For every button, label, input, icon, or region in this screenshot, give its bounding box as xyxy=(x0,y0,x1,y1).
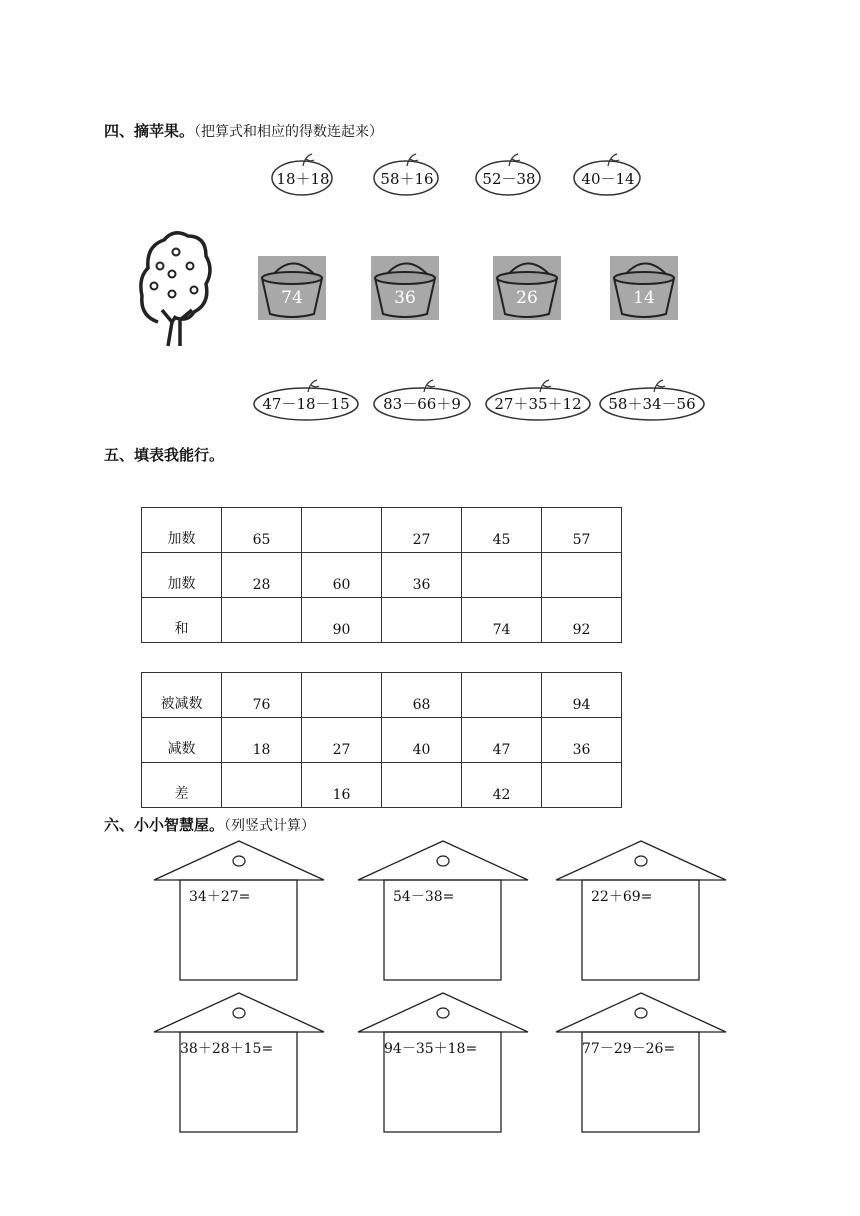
tree xyxy=(136,226,214,350)
table-cell: 45 xyxy=(462,508,542,553)
bucket-3 xyxy=(493,256,561,320)
table-cell: 27 xyxy=(302,718,382,763)
table-cell: 差 xyxy=(142,763,222,808)
house-2[interactable] xyxy=(357,840,529,982)
table-cell: 减数 xyxy=(142,718,222,763)
apple-bottom-3 xyxy=(484,376,592,424)
table-row xyxy=(142,718,622,763)
house-6[interactable] xyxy=(555,992,727,1134)
apple-expression: 40－14 xyxy=(581,170,635,188)
table-cell[interactable] xyxy=(382,598,462,643)
table-cell[interactable] xyxy=(382,763,462,808)
table-cell: 28 xyxy=(222,553,302,598)
section6-title-text: 六、小小智慧屋。 xyxy=(104,816,225,834)
table-cell: 68 xyxy=(382,673,462,718)
table-row xyxy=(142,598,622,643)
house-expression: 54－38= xyxy=(393,889,455,905)
tree-icon xyxy=(136,226,214,350)
house-1[interactable] xyxy=(153,840,325,982)
table-cell[interactable] xyxy=(222,598,302,643)
bucket-4 xyxy=(610,256,678,320)
bucket-1 xyxy=(258,256,326,320)
subtraction-table xyxy=(141,672,622,808)
table-cell: 27 xyxy=(382,508,462,553)
house-expression: 38＋28＋15= xyxy=(180,1041,274,1057)
table-cell: 被减数 xyxy=(142,673,222,718)
apple-expression: 58＋16 xyxy=(380,170,434,188)
table-cell: 57 xyxy=(542,508,622,553)
table-cell: 36 xyxy=(542,718,622,763)
bucket-number: 36 xyxy=(394,288,416,308)
table-cell: 加数 xyxy=(142,553,222,598)
section4-note: （把算式和相应的得数连起来） xyxy=(194,124,384,140)
table-cell: 90 xyxy=(302,598,382,643)
table-cell: 36 xyxy=(382,553,462,598)
section4-title-text: 四、摘苹果。 xyxy=(104,122,195,140)
apple-expression: 52－38 xyxy=(482,170,536,188)
section6-note: （列竖式计算） xyxy=(224,818,316,834)
table-cell: 60 xyxy=(302,553,382,598)
apple-expression: 27＋35＋12 xyxy=(494,395,582,413)
house-icon xyxy=(357,840,529,982)
table-cell[interactable] xyxy=(542,553,622,598)
table-row xyxy=(142,553,622,598)
table-cell[interactable] xyxy=(222,763,302,808)
apple-bottom-2 xyxy=(372,376,472,424)
section6-title xyxy=(104,814,315,835)
table-cell[interactable] xyxy=(302,508,382,553)
apple-top-4 xyxy=(572,150,644,198)
table-cell: 94 xyxy=(542,673,622,718)
section4-title xyxy=(104,120,383,141)
table-cell[interactable] xyxy=(542,763,622,808)
house-icon xyxy=(357,992,529,1134)
house-4[interactable] xyxy=(153,992,325,1134)
apple-expression: 18＋18 xyxy=(276,170,330,188)
table-cell: 65 xyxy=(222,508,302,553)
addition-table xyxy=(141,507,622,643)
apple-top-1 xyxy=(270,150,336,198)
bucket-2 xyxy=(371,256,439,320)
apple-top-2 xyxy=(372,150,442,198)
house-expression: 94－35＋18= xyxy=(384,1041,478,1057)
apple-expression: 58＋34－56 xyxy=(608,395,696,413)
table-cell: 18 xyxy=(222,718,302,763)
section5-title: 五、填表我能行。 xyxy=(104,446,225,464)
table-cell: 74 xyxy=(462,598,542,643)
house-expression: 77－29－26= xyxy=(582,1041,676,1057)
bucket-number: 74 xyxy=(281,288,303,308)
house-5[interactable] xyxy=(357,992,529,1134)
house-icon xyxy=(153,992,325,1134)
apple-expression: 47－18－15 xyxy=(262,395,350,413)
table-cell: 42 xyxy=(462,763,542,808)
house-icon xyxy=(555,840,727,982)
house-expression: 22＋69= xyxy=(591,889,653,905)
table-cell: 47 xyxy=(462,718,542,763)
house-3[interactable] xyxy=(555,840,727,982)
table-row xyxy=(142,508,622,553)
table-cell[interactable] xyxy=(462,553,542,598)
table-cell: 16 xyxy=(302,763,382,808)
table-cell[interactable] xyxy=(302,673,382,718)
bucket-number: 26 xyxy=(516,288,538,308)
apple-top-3 xyxy=(474,150,544,198)
apple-bottom-1 xyxy=(252,376,360,424)
house-icon xyxy=(555,992,727,1134)
house-icon xyxy=(153,840,325,982)
table-row xyxy=(142,763,622,808)
table-cell: 加数 xyxy=(142,508,222,553)
table-row xyxy=(142,673,622,718)
table-cell: 92 xyxy=(542,598,622,643)
table-cell: 76 xyxy=(222,673,302,718)
house-expression: 34＋27= xyxy=(189,889,251,905)
table-cell: 40 xyxy=(382,718,462,763)
table-cell[interactable] xyxy=(462,673,542,718)
apple-bottom-4 xyxy=(598,376,706,424)
table-cell: 和 xyxy=(142,598,222,643)
bucket-number: 14 xyxy=(633,288,655,308)
apple-expression: 83－66＋9 xyxy=(383,395,461,413)
